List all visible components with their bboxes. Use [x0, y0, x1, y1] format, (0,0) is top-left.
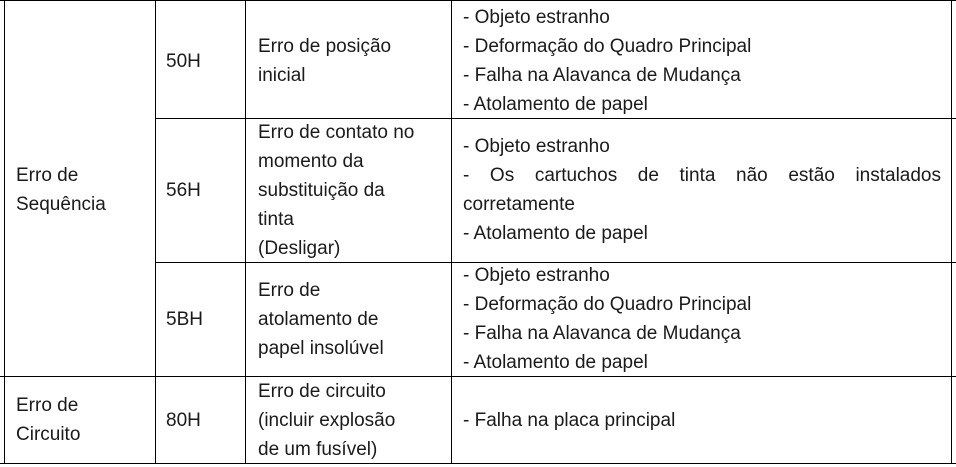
causes-cell: [463, 118, 941, 262]
cause-item: - Atolamento de papel: [463, 223, 648, 244]
description-line: Erro de contato no: [258, 121, 415, 143]
cause-item: - Objeto estranho: [463, 265, 610, 286]
code-cell: [166, 4, 242, 118]
column-divider: [451, 0, 452, 464]
cause-item: - Objeto estranho: [463, 136, 610, 157]
error-code: 50H: [166, 50, 201, 72]
column-divider: [951, 0, 952, 464]
description-line: papel insolúvel: [258, 337, 384, 359]
description-line: Erro de posição: [258, 36, 392, 57]
table-bottom-border: [0, 463, 956, 464]
description-cell: [258, 118, 448, 262]
cause-item: - Falha na Alavanca de Mudança: [463, 65, 741, 86]
column-divider: [155, 0, 156, 464]
causes-cell: [463, 262, 943, 376]
cause-item: - Os cartuchos de tinta não estão instalados: [463, 165, 941, 186]
error-code: 5BH: [166, 308, 203, 330]
description-line: Erro de: [258, 279, 321, 301]
description-line: momento da: [258, 150, 364, 172]
description-cell: [258, 377, 448, 463]
category-line: Erro de: [16, 395, 79, 416]
table-top-border: [0, 0, 956, 1]
column-divider: [245, 0, 246, 464]
category-cell-circuito: [16, 377, 151, 463]
error-code: 80H: [166, 409, 201, 431]
cause-item: - Falha na Alavanca de Mudança: [463, 323, 741, 344]
code-cell: [166, 262, 242, 376]
code-cell: [166, 118, 242, 262]
category-cell-sequencia: [16, 118, 151, 262]
description-line: (Desligar): [258, 237, 341, 259]
causes-cell: [463, 4, 943, 118]
causes-cell: [463, 377, 943, 463]
cause-item: - Deformação do Quadro Principal: [463, 294, 752, 315]
cause-item: - Deformação do Quadro Principal: [463, 36, 752, 57]
cause-item: - Atolamento de papel: [463, 352, 648, 373]
description-line: inicial: [258, 65, 306, 86]
category-line: Circuito: [16, 424, 81, 445]
category-line: Sequência: [16, 194, 106, 215]
cause-item: - Atolamento de papel: [463, 94, 648, 115]
description-line: Erro de circuito: [258, 380, 386, 402]
cause-item: - Falha na placa principal: [463, 409, 676, 431]
description-line: (incluir explosão: [258, 409, 396, 431]
code-cell: [166, 377, 242, 463]
description-line: atolamento de: [258, 308, 379, 330]
description-cell: [258, 262, 448, 376]
cause-item: corretamente: [463, 194, 575, 215]
error-code: 56H: [166, 179, 201, 201]
description-line: tinta: [258, 208, 294, 230]
column-divider: [4, 0, 5, 464]
description-cell: [258, 4, 448, 118]
cause-item: - Objeto estranho: [463, 7, 610, 28]
category-line: Erro de: [16, 165, 79, 186]
description-line: substituição da: [258, 179, 385, 201]
description-line: de um fusível): [258, 438, 378, 460]
